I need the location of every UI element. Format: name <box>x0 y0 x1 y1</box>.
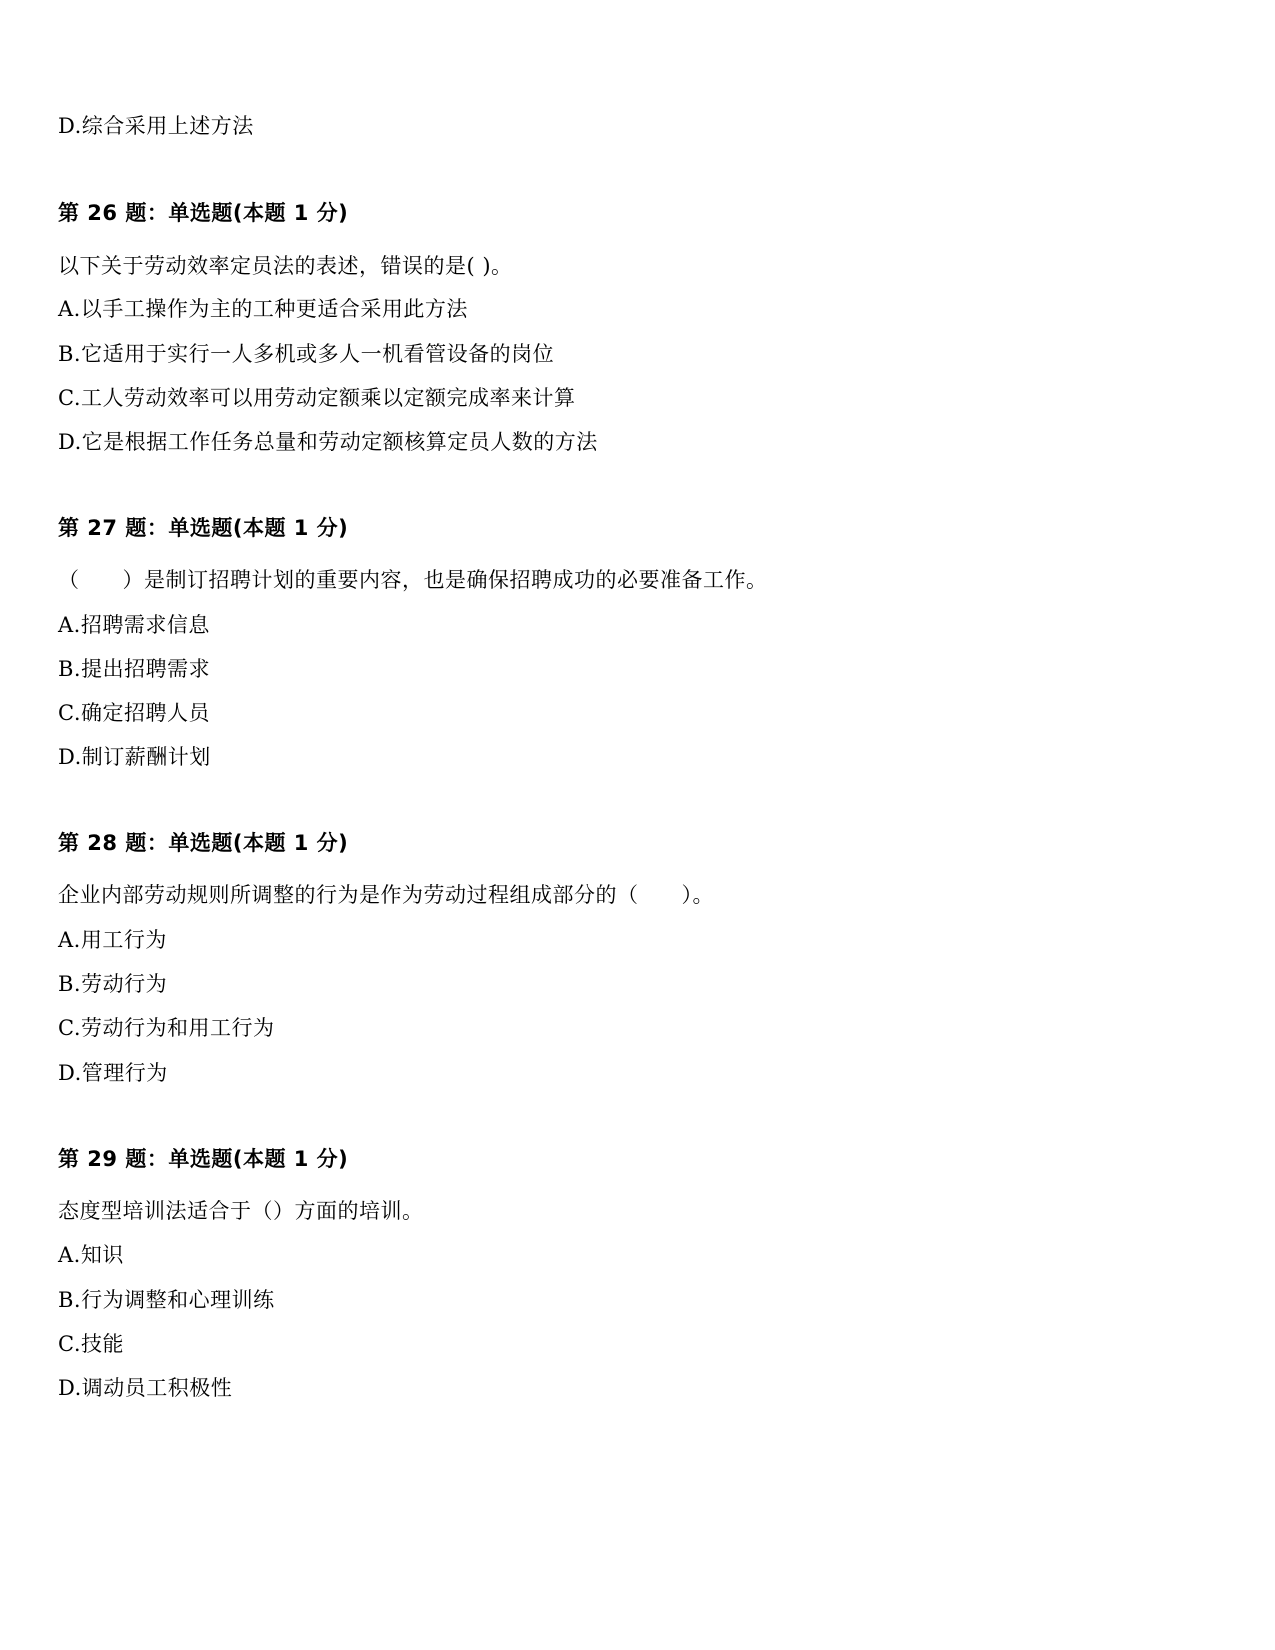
question-26-option-c: C.工人劳动效率可以用劳动定额乘以定额完成率来计算 <box>58 386 576 410</box>
question-28-option-d: D.管理行为 <box>58 1061 168 1085</box>
question-26-stem: 以下关于劳动效率定员法的表述，错误的是( )。 <box>58 254 513 278</box>
question-28-option-a: A.用工行为 <box>58 928 167 952</box>
prev-question-option-d: D.综合采用上述方法 <box>58 114 254 138</box>
question-26-option-d: D.它是根据工作任务总量和劳动定额核算定员人数的方法 <box>58 430 598 454</box>
question-26-header: 第 26 题：单选题(本题 1 分) <box>58 201 349 225</box>
question-27-option-b: B.提出招聘需求 <box>58 657 211 681</box>
question-27-header: 第 27 题：单选题(本题 1 分) <box>58 516 349 540</box>
question-29-option-a: A.知识 <box>58 1243 124 1267</box>
question-27-option-c: C.确定招聘人员 <box>58 701 210 725</box>
question-29-option-b: B.行为调整和心理训练 <box>58 1288 275 1312</box>
question-28-header: 第 28 题：单选题(本题 1 分) <box>58 831 349 855</box>
question-27-option-a: A.招聘需求信息 <box>58 613 210 637</box>
question-27-stem: （ ）是制订招聘计划的重要内容，也是确保招聘成功的必要准备工作。 <box>58 568 768 592</box>
question-27-option-d: D.制订薪酬计划 <box>58 745 211 769</box>
question-29-option-d: D.调动员工积极性 <box>58 1376 233 1400</box>
question-29-header: 第 29 题：单选题(本题 1 分) <box>58 1147 349 1171</box>
question-28-option-c: C.劳动行为和用工行为 <box>58 1016 275 1040</box>
question-29-option-c: C.技能 <box>58 1332 124 1356</box>
question-26-option-a: A.以手工操作为主的工种更适合采用此方法 <box>58 297 468 321</box>
question-28-option-b: B.劳动行为 <box>58 972 168 996</box>
question-26-option-b: B.它适用于实行一人多机或多人一机看管设备的岗位 <box>58 342 555 366</box>
question-29-stem: 态度型培训法适合于（）方面的培训。 <box>58 1199 424 1223</box>
question-28-stem: 企业内部劳动规则所调整的行为是作为劳动过程组成部分的（ ）。 <box>58 883 714 907</box>
